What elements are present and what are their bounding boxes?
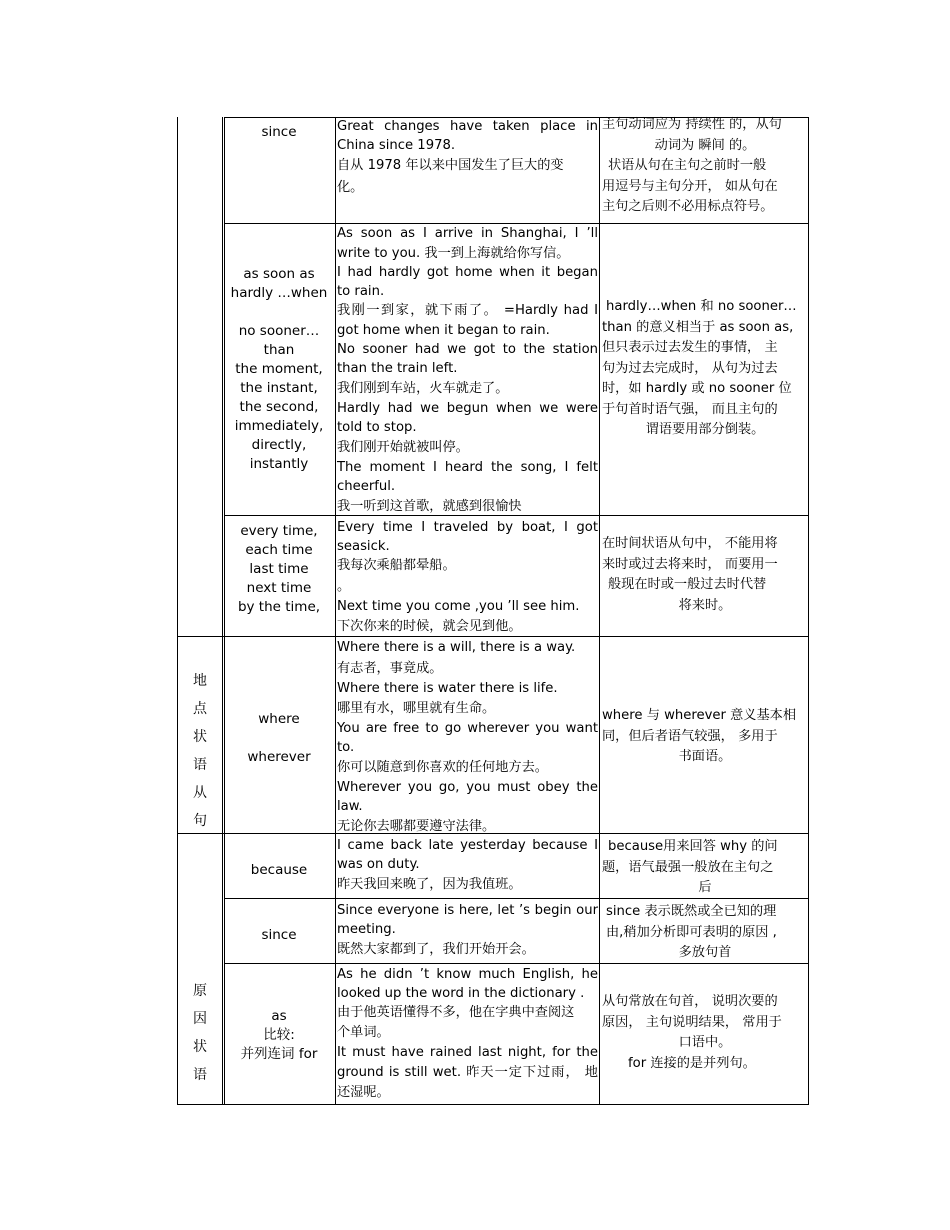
example-cell bbox=[337, 224, 598, 518]
note-line: 原因， 主句说明结果， 常用于 bbox=[602, 1014, 782, 1030]
note-line: 书面语。 bbox=[678, 749, 732, 764]
conjunction-cell: because bbox=[250, 862, 308, 878]
category-char: 原 bbox=[193, 983, 207, 999]
example-line: 既然大家都到了，我们开始开会。 bbox=[337, 942, 535, 957]
example-line: The moment I heard the song, I felt cheerful. bbox=[337, 460, 598, 494]
table-border-right bbox=[808, 117, 809, 1105]
category-char: 地 bbox=[193, 673, 207, 689]
example-cell bbox=[337, 519, 598, 637]
example-line: 有志者，事竟成。 bbox=[337, 660, 443, 676]
note-line: because用来回答 why 的问 bbox=[608, 839, 778, 854]
category-char: 从 bbox=[193, 785, 207, 801]
example-line: Where there is a will, there is a way. bbox=[337, 640, 576, 655]
example-line: Next time you come ,you ’ll see him. bbox=[337, 599, 580, 614]
note-line: 题，语气最强一般放在主句之 bbox=[602, 859, 774, 875]
note-line: 同，但后者语气较强， 多用于 bbox=[602, 728, 778, 744]
example-line: 哪里有水，哪里就有生命。 bbox=[337, 701, 496, 716]
example-line: Every time I traveled by boat, I got seasick. bbox=[337, 520, 598, 554]
conjunction-cell: where wherever bbox=[247, 711, 311, 765]
note-cell bbox=[602, 902, 808, 964]
example-line: 我们刚开始就被叫停。 bbox=[337, 440, 469, 455]
note-line: 用逗号与主句分开， 如从句在 bbox=[602, 178, 778, 194]
example-line: 我们刚到车站，火车就走了。 bbox=[337, 381, 509, 396]
note-line: 在时间状语从句中， 不能用将 bbox=[602, 536, 778, 551]
note-line: where 与 wherever 意义基本相 bbox=[602, 708, 797, 723]
example-line: I had hardly got home when it began to rain. bbox=[337, 265, 598, 299]
conjunction-cell: as 比较: 并列连词 for bbox=[240, 1008, 318, 1062]
example-cell bbox=[337, 966, 598, 1103]
note-line: than 的意义相当于 as soon as, bbox=[602, 319, 794, 335]
example-line: Since everyone is here, let ’s begin our meeting. bbox=[337, 903, 598, 937]
example-cell bbox=[337, 902, 598, 961]
note-line: for 连接的是并列句。 bbox=[628, 1055, 756, 1071]
conjunction-cell: since bbox=[261, 124, 297, 140]
category-char: 语 bbox=[193, 1067, 207, 1083]
note-cell bbox=[602, 992, 808, 1074]
example-line: 我一听到这首歌，就感到很愉快 bbox=[337, 499, 522, 514]
column-divider-2 bbox=[335, 117, 336, 1105]
example-line: As he didn ’t know much English, he looked up the word in the dictionary . bbox=[337, 967, 598, 1001]
note-line: 般现在时或一般过去时代替 bbox=[608, 577, 767, 592]
example-line: 。 bbox=[337, 579, 351, 594]
conjunction-cell: since bbox=[261, 927, 297, 943]
note-cell bbox=[602, 297, 808, 441]
example-line: Hardly had we begun when we were told to stop. bbox=[337, 401, 598, 435]
example-line: Where there is water there is life. bbox=[337, 680, 558, 696]
column-divider-1 bbox=[222, 117, 223, 1105]
column-divider-1b bbox=[224, 117, 225, 1105]
example-line: No sooner had we got to the station than the train left. bbox=[337, 342, 598, 376]
example-line: I came back late yesterday because I was on duty. bbox=[337, 838, 598, 872]
note-line: 但只表示过去发生的事情， 主 bbox=[602, 340, 778, 355]
note-line: since 表示既然或全已知的理 bbox=[606, 904, 777, 919]
example-line: Great changes have taken place in China since 1978. bbox=[337, 119, 598, 153]
example-line: 我每次乘船都晕船。 bbox=[337, 558, 456, 573]
note-line: 从句常放在句首， 说明次要的 bbox=[602, 994, 778, 1009]
note-line: 口语中。 bbox=[678, 1035, 732, 1050]
example-line: 昨天我回来晚了，因为我值班。 bbox=[337, 877, 522, 892]
note-cell bbox=[602, 115, 808, 218]
example-line: You are free to go wherever you want to. bbox=[337, 721, 598, 755]
note-line: 主句之后则不必用标点符号。 bbox=[602, 199, 774, 214]
note-line: 来时或过去将来时， 而要用一 bbox=[602, 556, 778, 572]
category-char: 句 bbox=[193, 813, 207, 829]
table-border-left bbox=[177, 117, 178, 1105]
example-line: Wherever you go, you must obey the law. bbox=[337, 780, 598, 814]
note-line: 由,稍加分析即可表明的原因 , bbox=[606, 924, 777, 940]
example-line: 由于他英语懂得不多，他在字典中查阅这个单词。 bbox=[337, 1005, 575, 1040]
note-line: 谓语要用部分倒装。 bbox=[645, 422, 765, 437]
example-line: 自从 1978 年以来中国发生了巨大的变化。 bbox=[337, 158, 564, 195]
note-line: 时，如 hardly 或 no sooner 位 bbox=[602, 381, 792, 396]
note-line: 主句动词应为 持续性 的，从句 bbox=[602, 117, 782, 132]
note-line: 状语从句在主句之前时一般 bbox=[608, 158, 767, 173]
example-cell bbox=[337, 837, 598, 896]
note-line: 将来时。 bbox=[678, 597, 732, 613]
example-line: 你可以随意到你喜欢的任何地方去。 bbox=[337, 760, 548, 775]
category-char: 因 bbox=[193, 1011, 207, 1027]
example-line: 我刚一到家，就下雨了。 =Hardly had I got home when it began to rain. bbox=[337, 303, 598, 338]
note-cell bbox=[602, 706, 808, 768]
note-cell bbox=[602, 837, 808, 899]
note-line: hardly…when 和 no sooner… bbox=[606, 299, 797, 314]
note-line: 句为过去完成时， 从句为过去 bbox=[602, 360, 778, 376]
row-line-bottom bbox=[177, 1104, 809, 1105]
note-line: 于句首时语气强， 而且主句的 bbox=[602, 401, 778, 417]
category-char: 语 bbox=[193, 757, 207, 773]
conjunction-cell: as soon as hardly …when no sooner… than the moment, the instant, the second, immediately, directly, instantly bbox=[230, 266, 328, 472]
category-place bbox=[180, 667, 220, 835]
category-char: 状 bbox=[193, 1039, 207, 1055]
example-cell bbox=[337, 118, 598, 199]
example-line: It must have rained last night, for the ground is still wet. 昨天一定下过雨， 地还湿呢。 bbox=[337, 1045, 598, 1100]
example-line: As soon as I arrive in Shanghai, I ’ll write to you. 我一到上海就给你写信。 bbox=[337, 226, 598, 261]
example-line: 下次你来的时候，就会见到他。 bbox=[337, 618, 522, 634]
conjunction-cell: every time, each time last time next time by the time, bbox=[237, 523, 321, 615]
example-line: 无论你去哪都要遵守法律。 bbox=[337, 819, 496, 834]
note-cell bbox=[602, 534, 808, 616]
example-cell bbox=[337, 639, 598, 838]
note-line: 后 bbox=[698, 880, 712, 895]
category-reason bbox=[180, 977, 220, 1089]
category-char: 状 bbox=[193, 729, 207, 745]
note-line: 多放句首 bbox=[678, 945, 732, 960]
note-line: 动词为 瞬间 的。 bbox=[654, 137, 756, 153]
category-char: 点 bbox=[193, 701, 207, 717]
